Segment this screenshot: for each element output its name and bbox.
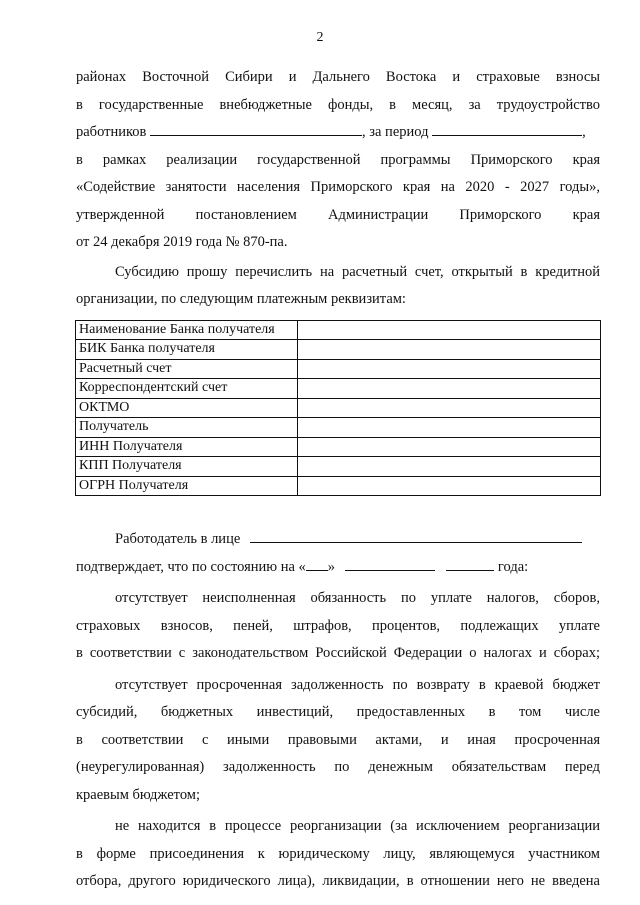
text-line: в соответствии с иными правовыми актами, и иная просроченная: [76, 731, 600, 748]
requisite-value-cell[interactable]: [298, 476, 601, 496]
text-line: (неурегулированная) задолженность по денежным обязательствам перед: [76, 759, 600, 775]
payment-details-row: [76, 418, 601, 438]
requisite-label: ИНН Получателя: [76, 437, 298, 457]
text-line: отсутствует просроченная задолженность по возврату в краевой бюджет: [115, 676, 600, 693]
text-line: краевым бюджетом;: [76, 786, 200, 803]
text-line: Субсидию прошу перечислить на расчетный счет, открытый в кредитной: [115, 263, 600, 280]
text-line: в рамках реализации государственной программы Приморского края: [76, 151, 600, 168]
payment-details-row: [76, 398, 601, 418]
text-line: в государственные внебюджетные фонды, в месяц, за трудоустройство: [76, 96, 600, 113]
requisite-label: ОКТМО: [76, 398, 298, 418]
requisite-value-cell[interactable]: [298, 418, 601, 438]
requisite-value-cell[interactable]: [298, 340, 601, 360]
workers-count-blank[interactable]: [150, 123, 362, 136]
requisite-value-cell[interactable]: [298, 359, 601, 379]
requisite-label: Расчетный счет: [76, 359, 298, 379]
payment-details-row: [76, 476, 601, 496]
payment-details-row: [76, 379, 601, 399]
day-blank[interactable]: [306, 558, 328, 571]
payment-details-row: [76, 320, 601, 340]
requisite-label: БИК Банка получателя: [76, 340, 298, 360]
requisite-label: Наименование Банка получателя: [76, 320, 298, 340]
text-line: отсутствует неисполненная обязанность по уплате налогов, сборов,: [115, 590, 600, 606]
text-line: в форме присоединения к юридическому лицу, являющемуся участником: [76, 845, 600, 862]
month-blank[interactable]: [345, 558, 435, 571]
workers-period-line: работников , за период ,: [76, 124, 586, 140]
requisite-label: КПП Получателя: [76, 457, 298, 477]
text-line: страховых взносов, пеней, штрафов, процентов, подлежащих уплате: [76, 617, 600, 634]
requisite-value-cell[interactable]: [298, 320, 601, 340]
confirm-date-line: подтверждает, что по состоянию на « » года:: [76, 558, 529, 575]
requisite-label: Корреспондентский счет: [76, 379, 298, 399]
payment-details-row: [76, 340, 601, 360]
payment-details-row: [76, 359, 601, 379]
payment-details-table: [75, 320, 601, 497]
page-number: 2: [316, 30, 324, 45]
payment-details-row: [76, 457, 601, 477]
text-line: организации, по следующим платежным реквизитам:: [76, 291, 406, 307]
employer-name-blank[interactable]: [250, 530, 582, 543]
requisite-value-cell[interactable]: [298, 379, 601, 399]
document-body: [76, 64, 600, 896]
text-line: субсидий, бюджетных инвестиций, предоставленных в том числе: [76, 704, 600, 720]
employer-line: Работодатель в лице: [76, 526, 600, 554]
requisite-label: Получатель: [76, 418, 298, 438]
text-line: отбора, другого юридического лица), ликвидации, в отношении него не введена: [76, 873, 600, 889]
text-line: не находится в процессе реорганизации (за исключением реорганизации: [115, 818, 600, 834]
text-line: в соответствии с законодательством Российской Федерации о налогах и сборах;: [76, 645, 600, 661]
requisite-value-cell[interactable]: [298, 457, 601, 477]
payment-details-row: [76, 437, 601, 457]
requisite-label: ОГРН Получателя: [76, 476, 298, 496]
year-blank[interactable]: [446, 558, 494, 571]
text-line: от 24 декабря 2019 года № 870-па.: [76, 234, 288, 250]
text-line: утвержденной постановлением Администрации Приморского края: [76, 206, 600, 223]
text-line: районах Восточной Сибири и Дальнего Востока и страховые взносы: [76, 69, 600, 85]
requisite-value-cell[interactable]: [298, 437, 601, 457]
requisite-value-cell[interactable]: [298, 398, 601, 418]
period-blank[interactable]: [432, 123, 582, 136]
text-line: «Содействие занятости населения Приморского края на 2020 - 2027 годы»,: [76, 179, 600, 195]
